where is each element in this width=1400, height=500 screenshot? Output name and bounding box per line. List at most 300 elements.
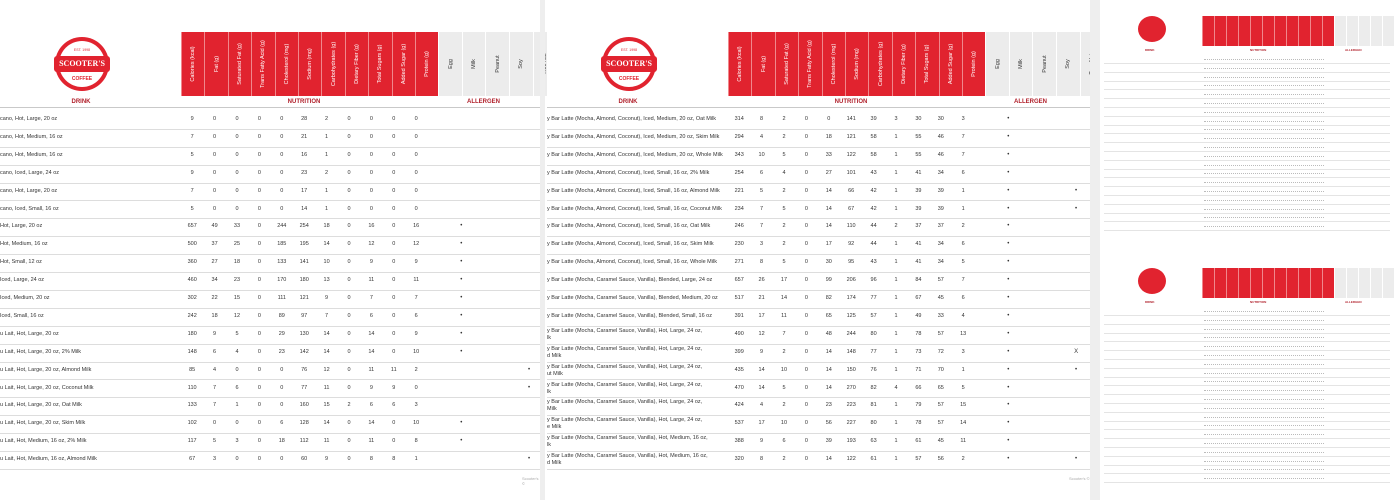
nutrition-value: 78 [915, 420, 922, 427]
row-values-small [1204, 469, 1324, 471]
logo-name-text: SCOOTER'S [606, 59, 652, 68]
column-header-label: Calories (kcal) [737, 46, 744, 82]
nutrition-value: 11 [323, 384, 330, 391]
row-values-small [1204, 320, 1324, 322]
nutrition-value: 5 [782, 205, 786, 212]
nutrition-value: 4 [894, 384, 898, 391]
nutrition-value: 67 [915, 295, 922, 301]
column-header-label: Fat (g) [760, 55, 767, 73]
nutrition-value: 227 [846, 420, 856, 427]
nutrition-value: 43 [870, 169, 877, 176]
nutrition-value: 15 [233, 295, 241, 301]
allergen-column-header [509, 32, 533, 96]
nutrition-value: 1 [325, 187, 329, 194]
allergen-mark: • [1007, 259, 1010, 266]
nutrition-value: 45 [937, 438, 944, 445]
nutrition-value: 0 [213, 116, 217, 122]
nutrition-column-header [728, 32, 751, 96]
nutrition-value: 73 [915, 348, 922, 355]
row-values-small [1204, 59, 1324, 61]
nutrition-value: 6 [961, 169, 965, 176]
nutrition-value: 320 [734, 456, 744, 463]
nutrition-value: 0 [804, 330, 808, 337]
nutrition-value: 0 [392, 133, 396, 140]
nutrition-value: 67 [189, 456, 196, 463]
drink-name: y Bar Latte (Mocha, Almond, Coconut), Iced, Medium, 20 oz, Oat Milk [547, 116, 717, 122]
nutrition-value: 0 [392, 312, 396, 319]
allergen-mark: • [1007, 169, 1010, 176]
section-label-small: NUTRITION [1250, 48, 1267, 52]
nutrition-column-header [392, 32, 415, 96]
nutrition-value: 27 [825, 169, 832, 176]
nutrition-value: 58 [870, 133, 877, 140]
nutrition-value: 89 [278, 312, 285, 319]
nutrition-value: 13 [960, 330, 967, 337]
table-row-small [1104, 352, 1390, 360]
table-row [0, 183, 540, 202]
allergen-mark: • [1007, 402, 1010, 409]
nutrition-value: 0 [347, 259, 351, 266]
nutrition-value: 0 [280, 366, 284, 373]
nutrition-value: 6 [235, 384, 239, 391]
nutrition-value: 0 [257, 151, 261, 158]
page-footer: Scooter's © [522, 476, 539, 486]
nutrition-value: 657 [734, 277, 744, 284]
nutrition-value: 0 [347, 348, 351, 355]
table-row [0, 147, 540, 166]
nutrition-value: 8 [760, 456, 764, 463]
nutrition-value: 11 [413, 277, 420, 284]
nutrition-value: 65 [825, 312, 832, 319]
drink-name: y Bar Latte (Mocha, Almond, Coconut), Iced, Small, 16 oz, Whole Milk [547, 259, 717, 266]
nutrition-value: 195 [299, 241, 309, 248]
nutrition-value: 1 [894, 330, 898, 337]
drink-name: cano, Hot, Medium, 16 oz [0, 151, 63, 158]
nutrition-value: 21 [758, 295, 765, 301]
nutrition-value: 0 [369, 169, 373, 176]
column-header-label: Dietary Fiber (g) [353, 44, 360, 84]
nutrition-value: 271 [734, 259, 744, 266]
nutrition-value: 18 [211, 312, 218, 319]
nutrition-column-header [868, 32, 891, 96]
section-drink: DRINK [618, 99, 638, 105]
nutrition-value: 2 [325, 169, 329, 176]
nutrition-value: 23 [825, 402, 832, 409]
nutrition-value: 60 [301, 456, 308, 463]
table-row [547, 272, 1090, 291]
nutrition-value: 0 [347, 133, 351, 140]
nutrition-value: 254 [299, 223, 309, 230]
allergen-column-header [462, 32, 486, 96]
allergen-mark: X [1074, 348, 1079, 355]
nutrition-value: 5 [782, 384, 786, 391]
table-row-small [1104, 65, 1390, 73]
nutrition-value: 0 [347, 187, 351, 194]
nutrition-value: 6 [213, 348, 217, 355]
nutrition-value: 0 [347, 456, 351, 463]
nutrition-value: 0 [369, 116, 373, 122]
nutrition-value: 0 [804, 223, 808, 230]
column-header-label: Protein (g) [971, 51, 978, 77]
nutrition-value: 0 [257, 312, 261, 319]
nutrition-value: 0 [827, 116, 831, 122]
nutrition-value: 22 [211, 295, 218, 301]
nutrition-value: 0 [392, 330, 396, 337]
nutrition-column-header [962, 32, 985, 96]
page-gap [540, 0, 545, 500]
nutrition-value: 14 [825, 348, 832, 355]
nutrition-value: 3 [235, 438, 239, 445]
allergen-mark: • [1007, 348, 1010, 355]
allergen-mark: • [1075, 366, 1078, 373]
nutrition-value: 2 [414, 366, 418, 373]
row-values-small [1204, 77, 1324, 79]
nutrition-value: 121 [299, 295, 309, 301]
nutrition-value: 0 [804, 348, 808, 355]
table-row-small [1104, 170, 1390, 178]
nutrition-value: 5 [760, 187, 764, 194]
drink-name: y Bar Latte (Mocha, Caramel Sauce, Vanilla), Hot, Large, 24 oz, d Milk [547, 345, 703, 359]
nutrition-value: 185 [277, 241, 287, 248]
nutrition-value: 111 [277, 295, 286, 301]
nutrition-value: 10 [413, 420, 420, 427]
allergen-mark: • [460, 259, 463, 266]
nutrition-value: 0 [257, 259, 261, 266]
nutrition-value: 6 [961, 295, 965, 301]
nutrition-column-header [892, 32, 915, 96]
nutrition-value: 7 [369, 295, 373, 301]
nutrition-value: 7 [213, 384, 217, 391]
nutrition-value: 17 [825, 241, 832, 248]
table-row [547, 218, 1090, 237]
table-row-small [1104, 449, 1390, 457]
nutrition-value: 33 [233, 223, 241, 230]
row-values-small [1204, 443, 1324, 445]
nutrition-value: 0 [347, 312, 351, 319]
table-row [547, 129, 1090, 148]
table-row [0, 254, 540, 273]
nutrition-value: 1 [894, 366, 898, 373]
table-row [547, 183, 1090, 202]
drink-name: Iced, Large, 24 oz [0, 277, 45, 284]
nutrition-value: 8 [414, 438, 418, 445]
nutrition-value: 67 [848, 205, 855, 212]
table-row-small [1104, 82, 1390, 90]
nutrition-value: 0 [804, 402, 808, 409]
nutrition-value: 10 [758, 151, 765, 158]
nutrition-value: 41 [915, 259, 922, 266]
allergen-mark: • [1007, 312, 1010, 319]
nutrition-value: 12 [758, 330, 765, 337]
nutrition-value: 14 [825, 223, 832, 230]
nutrition-value: 0 [347, 438, 351, 445]
table-row-small [1104, 422, 1390, 430]
table-row-small [1104, 91, 1390, 99]
drink-name: Iced, Medium, 20 oz [0, 295, 50, 301]
logo-sub-text: COFFEE [618, 76, 640, 82]
nutrition-value: 7 [190, 187, 194, 194]
table-row-small [1104, 387, 1390, 395]
row-values-small [1204, 121, 1324, 123]
nutrition-value: 1 [414, 456, 418, 463]
nutrition-value: 63 [870, 438, 877, 445]
column-header-label: Egg [994, 59, 1001, 69]
drink-name: Hot, Large, 20 oz [0, 223, 43, 230]
nutrition-value: 0 [257, 205, 261, 212]
nutrition-value: 0 [804, 420, 808, 427]
column-header-label: Added Sugar (g) [400, 43, 407, 85]
nutrition-value: 9 [414, 259, 418, 266]
nutrition-value: 5 [782, 259, 786, 266]
nutrition-value: 28 [301, 116, 308, 122]
nutrition-value: 7 [760, 205, 764, 212]
column-header-label: Peanut [1041, 55, 1048, 73]
table-row [0, 380, 540, 399]
nutrition-value: 77 [301, 384, 308, 391]
row-values-small [1204, 165, 1324, 167]
nutrition-value: 302 [187, 295, 197, 301]
nutrition-value: 0 [257, 438, 261, 445]
nutrition-value: 101 [846, 169, 856, 176]
table-row-small [1104, 378, 1390, 386]
nutrition-value: 80 [870, 420, 877, 427]
table-row-small [1104, 466, 1390, 474]
nutrition-column-header [275, 32, 298, 96]
nutrition-value: 360 [187, 259, 197, 266]
nutrition-value: 0 [414, 187, 418, 194]
table-row [547, 326, 1090, 345]
nutrition-value: 41 [915, 169, 922, 176]
drink-name: y Bar Latte (Mocha, Caramel Sauce, Vanilla), Hot, Large, 24 oz, e Milk [547, 417, 703, 431]
column-headers-small [1202, 268, 1394, 298]
nutrition-column-header [251, 32, 274, 96]
nutrition-value: 0 [257, 402, 261, 409]
section-divider [0, 107, 540, 108]
row-values-small [1204, 329, 1324, 331]
scooters-logo-small [1138, 268, 1166, 294]
nutrition-value: 148 [187, 348, 197, 355]
column-header-label: Fat (g) [213, 55, 220, 73]
nutrition-value: 14 [368, 348, 375, 355]
nutrition-column-header [939, 32, 962, 96]
nutrition-value: 17 [758, 312, 765, 319]
table-row [0, 111, 540, 130]
nutrition-value: 17 [780, 277, 788, 284]
row-values-small [1204, 173, 1324, 175]
column-headers [728, 32, 1103, 96]
table-row [547, 344, 1090, 363]
nutrition-value: 3 [213, 456, 217, 463]
column-header-label: Sodium (mg) [854, 48, 861, 80]
section-nutrition: NUTRITION [287, 99, 321, 105]
column-header-label: Calories (kcal) [190, 46, 197, 82]
column-header-label: Total Sugars (g) [377, 44, 384, 84]
nutrition-value: 0 [347, 366, 351, 373]
logo-name-text: SCOOTER'S [59, 59, 105, 68]
nutrition-column-header [228, 32, 251, 96]
nutrition-value: 460 [187, 277, 197, 284]
nutrition-value: 7 [961, 133, 965, 140]
nutrition-value: 242 [187, 312, 197, 319]
nutrition-value: 2 [782, 348, 786, 355]
nutrition-value: 0 [392, 277, 396, 284]
table-row-small [1104, 206, 1390, 214]
menu-page-2 [547, 0, 1090, 490]
allergen-column-header [1056, 32, 1080, 96]
nutrition-value: 0 [392, 169, 396, 176]
nutrition-value: 5 [190, 151, 194, 158]
nutrition-value: 3 [414, 402, 418, 409]
allergen-mark: • [1075, 456, 1078, 463]
column-header-label: Soy [1065, 59, 1072, 69]
nutrition-column-header [298, 32, 321, 96]
nutrition-value: 18 [323, 223, 330, 230]
nutrition-value: 14 [960, 420, 967, 427]
nutrition-value: 34 [937, 241, 944, 248]
nutrition-value: 122 [846, 151, 856, 158]
page-footer: Scooter's © [1069, 476, 1090, 481]
nutrition-value: 0 [347, 295, 351, 301]
nutrition-value: 0 [804, 456, 808, 463]
allergen-mark: • [1075, 187, 1078, 194]
nutrition-value: 9 [760, 348, 764, 355]
nutrition-value: 0 [392, 259, 396, 266]
nutrition-value: 46 [937, 133, 944, 140]
nutrition-value: 314 [734, 116, 744, 122]
nutrition-value: 77 [870, 295, 877, 301]
nutrition-value: 0 [347, 277, 351, 284]
section-allergen: ALLERGEN [467, 99, 500, 105]
nutrition-value: 2 [782, 241, 786, 248]
nutrition-value: 0 [213, 187, 217, 194]
table-row-small [1104, 197, 1390, 205]
drink-name: u Lait, Hot, Medium, 16 oz, Almond Milk [0, 456, 97, 463]
drink-name: cano, Iced, Large, 24 oz [0, 169, 60, 176]
table-row-small [1104, 100, 1390, 108]
thumbnail-page-top [1100, 10, 1392, 242]
table-row [0, 165, 540, 184]
nutrition-value: 133 [187, 402, 197, 409]
section-label-small: DRINK [1145, 48, 1155, 52]
nutrition-value: 0 [213, 169, 217, 176]
nutrition-value: 0 [392, 348, 396, 355]
drink-name: u Lait, Hot, Large, 20 oz, 2% Milk [0, 348, 82, 355]
nutrition-value: 10 [323, 259, 330, 266]
nutrition-value: 0 [369, 205, 373, 212]
nutrition-value: 0 [392, 241, 396, 248]
nutrition-value: 0 [804, 295, 808, 301]
nutrition-value: 4 [235, 348, 239, 355]
row-values-small [1204, 103, 1324, 105]
nutrition-value: 11 [323, 438, 330, 445]
column-headers [181, 32, 556, 96]
allergen-mark: • [460, 348, 463, 355]
nutrition-value: 500 [187, 241, 197, 248]
nutrition-value: 246 [734, 223, 744, 230]
nutrition-value: 0 [280, 187, 284, 194]
nutrition-value: 3 [760, 241, 764, 248]
nutrition-value: 16 [368, 223, 375, 230]
table-row [0, 397, 540, 416]
nutrition-value: 56 [825, 420, 832, 427]
nutrition-value: 71 [915, 366, 922, 373]
column-header-label: Added Sugar (g) [947, 43, 954, 85]
nutrition-value: 0 [257, 330, 261, 337]
table-row-small [1104, 396, 1390, 404]
nutrition-value: 34 [937, 169, 944, 176]
nutrition-value: 0 [804, 438, 808, 445]
nutrition-value: 5 [190, 205, 194, 212]
nutrition-value: 0 [213, 133, 217, 140]
nutrition-value: 1 [894, 259, 898, 266]
allergen-mark: • [460, 295, 463, 301]
nutrition-value: 230 [734, 241, 744, 248]
nutrition-value: 0 [804, 259, 808, 266]
nutrition-value: 2 [961, 456, 965, 463]
nutrition-value: 79 [915, 402, 922, 409]
nutrition-value: 1 [894, 241, 898, 248]
allergen-mark: • [460, 330, 463, 337]
nutrition-value: 11 [368, 366, 375, 373]
table-row [0, 433, 540, 452]
row-values-small [1204, 156, 1324, 158]
nutrition-value: 25 [233, 241, 241, 248]
nutrition-value: 424 [734, 402, 744, 409]
nutrition-value: 42 [870, 187, 877, 194]
nutrition-value: 14 [825, 187, 832, 194]
nutrition-value: 0 [392, 420, 396, 427]
nutrition-value: 14 [758, 366, 765, 373]
table-row [0, 415, 540, 434]
nutrition-value: 2 [782, 223, 786, 230]
nutrition-value: 9 [414, 330, 418, 337]
nutrition-value: 14 [323, 348, 330, 355]
table-row [0, 201, 540, 220]
nutrition-value: 9 [325, 456, 329, 463]
nutrition-value: 58 [870, 151, 877, 158]
nutrition-value: 470 [734, 384, 744, 391]
table-row [547, 433, 1090, 452]
nutrition-value: 0 [392, 151, 396, 158]
column-headers-small [1202, 16, 1394, 46]
nutrition-value: 18 [278, 438, 285, 445]
drink-name: u Lait, Hot, Medium, 16 oz, 2% Milk [0, 438, 87, 445]
allergen-mark: • [460, 312, 463, 319]
allergen-mark: • [1075, 205, 1078, 212]
nutrition-value: 0 [257, 456, 261, 463]
nutrition-value: 33 [937, 312, 944, 319]
table-row [547, 147, 1090, 166]
nutrition-column-header [345, 32, 368, 96]
nutrition-value: 11 [781, 312, 787, 319]
allergen-mark: • [1007, 277, 1010, 284]
allergen-mark: • [1007, 151, 1010, 158]
nutrition-value: 0 [213, 151, 217, 158]
drink-name: cano, Hot, Large, 20 oz [0, 116, 58, 122]
nutrition-value: 0 [257, 295, 261, 301]
nutrition-value: 7 [782, 330, 786, 337]
nutrition-value: 78 [915, 330, 922, 337]
nutrition-value: 46 [937, 151, 944, 158]
table-row-small [1104, 109, 1390, 117]
nutrition-value: 1 [894, 420, 898, 427]
nutrition-value: 2 [961, 223, 965, 230]
nutrition-value: 1 [325, 133, 329, 140]
column-header-label: Protein (g) [424, 51, 431, 77]
nutrition-value: 44 [870, 223, 877, 230]
nutrition-value: 0 [369, 133, 373, 140]
row-values-small [1204, 461, 1324, 463]
